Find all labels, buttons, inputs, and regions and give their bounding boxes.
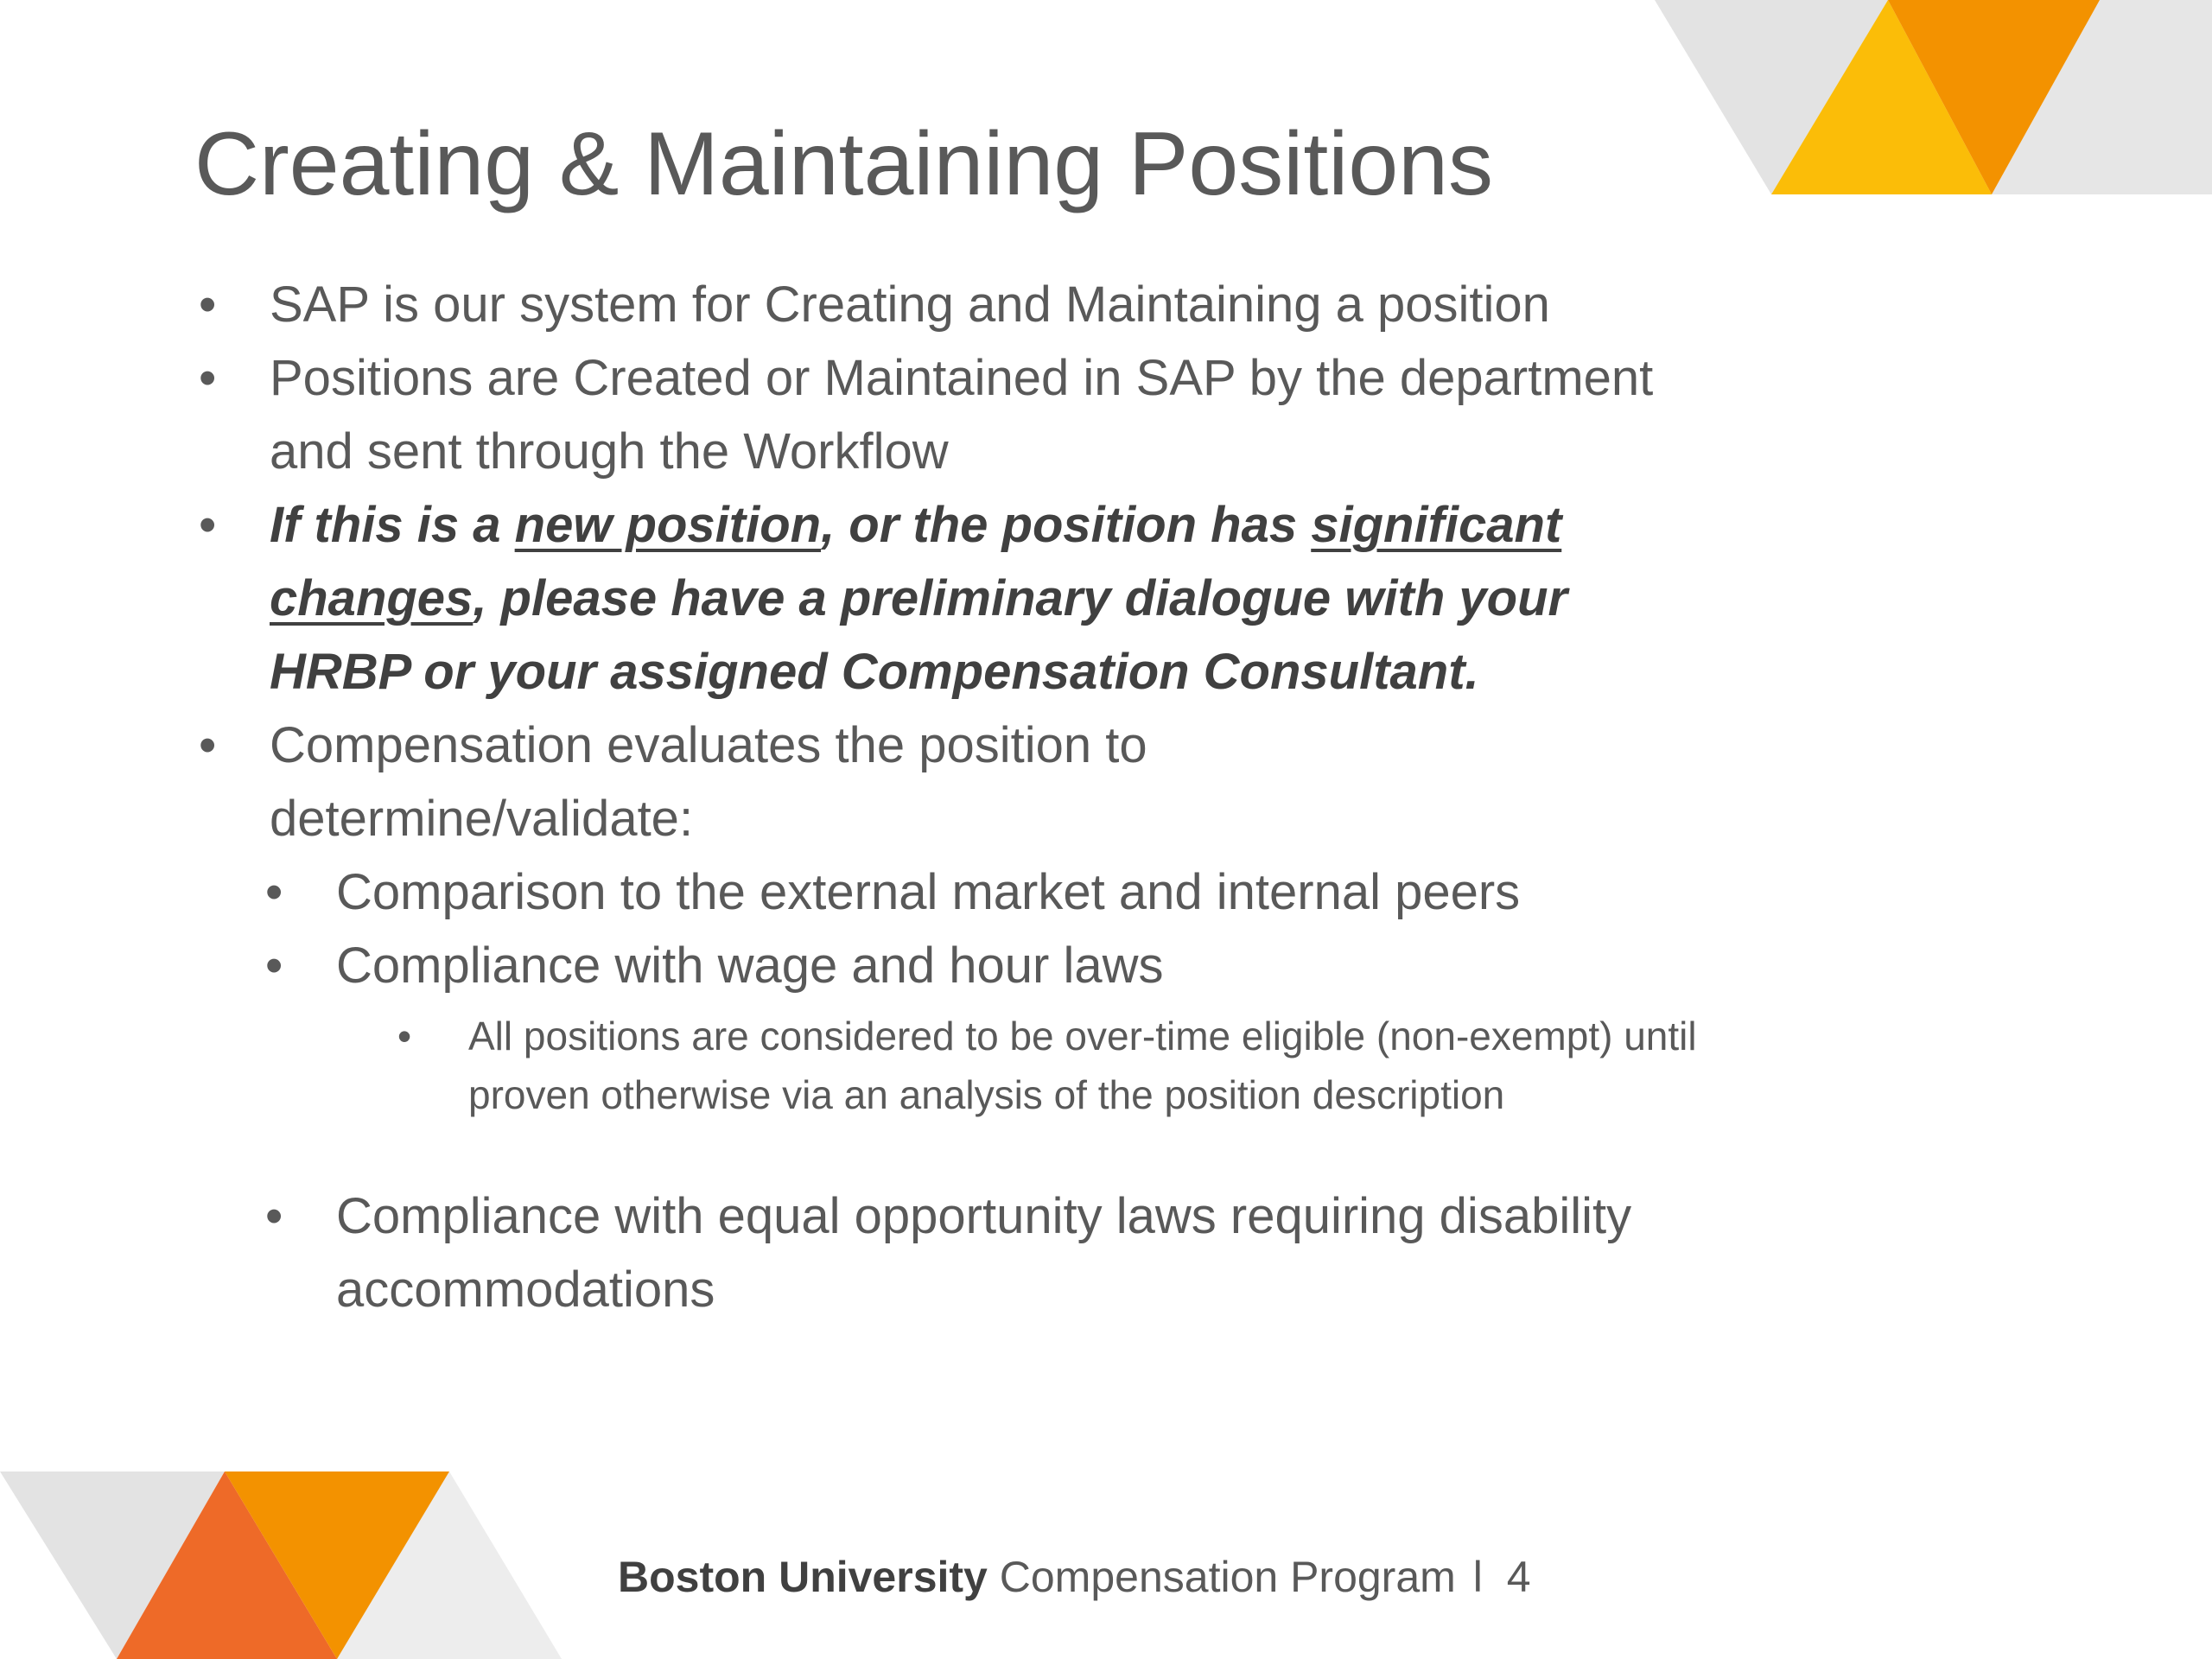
bullet-compensation-evaluates — [199, 709, 1719, 855]
bullet-dot: • — [199, 276, 217, 333]
notice-text-1: If this is a — [270, 497, 515, 553]
bullet-dot: • — [265, 1188, 283, 1244]
bullet-text: Comparison to the external market and internal peers — [336, 864, 1521, 920]
top-right-triangles — [1655, 0, 2212, 194]
bullet-text: Compensation evaluates the position to determine/validate: — [270, 717, 1147, 847]
bullet-dot: • — [265, 864, 283, 920]
footer-program: Compensation Program — [999, 1553, 1456, 1601]
bullet-dot: • — [397, 1014, 412, 1058]
sub-sub-bullet-overtime — [397, 1007, 1719, 1124]
footer — [618, 1547, 1531, 1607]
bullet-dot: • — [199, 717, 217, 773]
bullet-dot: • — [199, 350, 217, 406]
bullet-dot: • — [199, 497, 217, 553]
sub-bullet-wage-hour — [265, 929, 1726, 1002]
bullet-sap-system — [199, 268, 1719, 341]
slide-title: Creating & Maintaining Positions — [194, 114, 1494, 214]
bullet-text: Compliance with wage and hour laws — [336, 938, 1164, 994]
significant-changes-emphasis: significant changes — [270, 497, 1562, 626]
footer-org: Boston University — [618, 1553, 988, 1601]
sub-bullet-equal-opportunity — [265, 1179, 1726, 1326]
bottom-left-triangles — [0, 1471, 562, 1659]
footer-separator: l — [1472, 1553, 1483, 1601]
bullet-text: Positions are Created or Maintained in SAP by the department and sent through the Workflow — [270, 350, 1654, 480]
notice-text-2: , or the position has — [821, 497, 1312, 553]
footer-page-number: 4 — [1506, 1553, 1531, 1601]
sub-bullet-comparison — [265, 855, 1726, 929]
bullet-positions-workflow — [199, 341, 1719, 488]
bullet-text: SAP is our system for Creating and Maintaining a position — [270, 276, 1550, 333]
notice-text-3: , please have a preliminary dialogue with your HRBP or your assigned Compensation Consultant. — [270, 570, 1568, 700]
bullet-text: Compliance with equal opportunity laws requiring disability accommodations — [336, 1188, 1632, 1318]
bullet-new-position-notice — [199, 488, 1719, 709]
bullet-text — [270, 488, 1719, 709]
new-position-emphasis: new position — [514, 497, 822, 553]
bullet-text: All positions are considered to be over-time eligible (non-exempt) until proven otherwise via an analysis of the position description — [468, 1014, 1697, 1117]
bullet-dot: • — [265, 938, 283, 994]
